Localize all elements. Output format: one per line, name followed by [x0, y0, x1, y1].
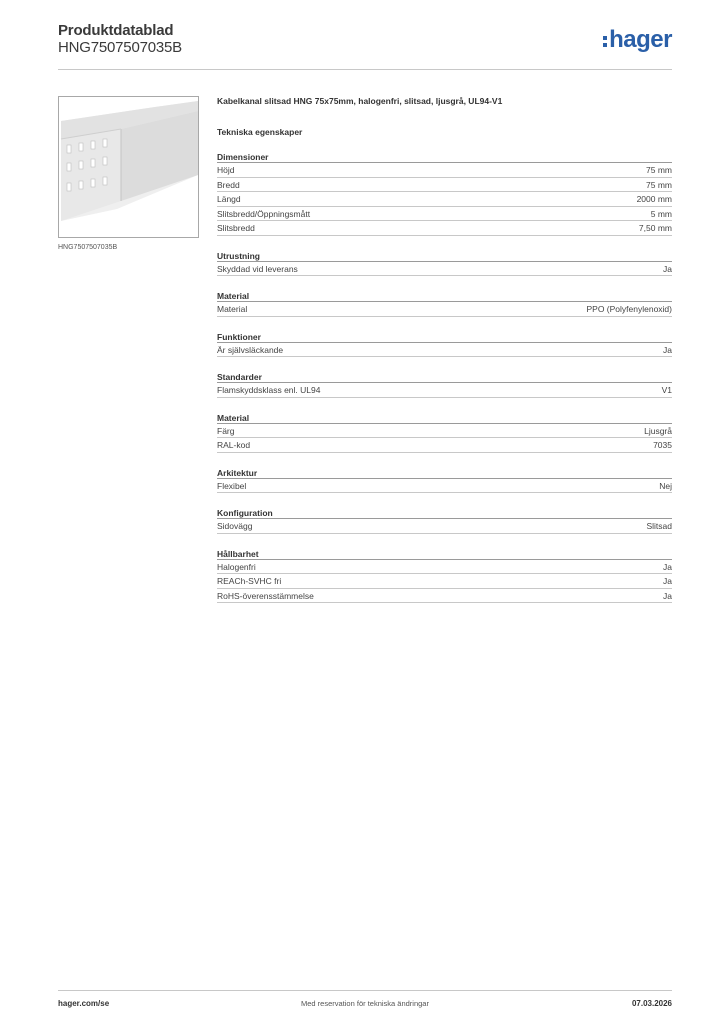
- technical-properties-heading: Tekniska egenskaper: [217, 127, 303, 137]
- property-section: [217, 412, 672, 453]
- property-value: Ja: [663, 561, 672, 572]
- property-value: Slitsad: [646, 521, 672, 531]
- section-title: Utrustning: [217, 250, 672, 262]
- property-section: [217, 371, 672, 398]
- property-section: [217, 250, 672, 277]
- property-value: Ljusgrå: [644, 425, 672, 436]
- property-label: Halogenfri: [217, 561, 256, 572]
- property-label: Slitsbredd/Öppningsmått: [217, 208, 311, 219]
- page-footer: [58, 990, 672, 1010]
- property-section: [217, 467, 672, 494]
- product-code: HNG7507507035B: [58, 39, 182, 56]
- property-value: PPO (Polyfenylenoxid): [586, 304, 672, 314]
- property-value: V1: [661, 385, 672, 395]
- property-value: 7035: [653, 440, 672, 450]
- property-label: Längd: [217, 194, 241, 204]
- property-value: 5 mm: [650, 208, 672, 219]
- property-label: Sidovägg: [217, 521, 253, 531]
- property-value: 7,50 mm: [638, 223, 672, 233]
- property-section: [217, 290, 672, 317]
- property-row: [217, 178, 672, 193]
- property-label: Flamskyddsklass enl. UL94: [217, 385, 321, 395]
- property-value: Ja: [663, 263, 672, 274]
- product-image: [58, 96, 199, 238]
- property-row: [217, 438, 672, 453]
- document-title: Produktdatablad: [58, 22, 174, 39]
- property-row: [217, 192, 672, 207]
- property-value: Nej: [659, 480, 672, 491]
- property-section: [217, 331, 672, 358]
- footer-date: 07.03.2026: [631, 999, 672, 1008]
- property-value: 75 mm: [646, 165, 672, 175]
- property-label: Material: [217, 304, 248, 314]
- image-caption: HNG7507507035B: [58, 244, 118, 251]
- property-section: [217, 548, 672, 604]
- property-row: [217, 479, 672, 494]
- cable-duct-illustration: [59, 97, 198, 237]
- page-header: [58, 22, 672, 70]
- product-description: Kabelkanal slitsad HNG 75x75mm, halogenfri, slitsad, ljusgrå, UL94-V1: [217, 96, 503, 106]
- logo-text: hager: [609, 26, 672, 53]
- property-row: [217, 424, 672, 439]
- property-value: Ja: [663, 590, 672, 601]
- property-value: Ja: [663, 344, 672, 355]
- property-row: [217, 574, 672, 589]
- property-label: RAL-kod: [217, 440, 251, 450]
- property-label: Höjd: [217, 165, 235, 175]
- property-row: [217, 163, 672, 178]
- property-label: Skyddad vid leverans: [217, 263, 298, 274]
- footer-note: Med reservation för tekniska ändringar: [301, 999, 429, 1008]
- property-label: Är självsläckande: [217, 344, 284, 355]
- footer-url: hager.com/se: [58, 999, 110, 1008]
- section-title: Konfiguration: [217, 507, 672, 519]
- property-label: Färg: [217, 425, 235, 436]
- property-label: Slitsbredd: [217, 223, 255, 233]
- property-section: [217, 507, 672, 534]
- property-label: RoHS-överensstämmelse: [217, 590, 314, 601]
- property-value: 75 mm: [646, 179, 672, 190]
- property-sections: [217, 151, 672, 603]
- section-title: Hållbarhet: [217, 548, 672, 560]
- property-section: [217, 151, 672, 236]
- property-row: [217, 221, 672, 236]
- property-row: [217, 560, 672, 575]
- hager-logo: [603, 28, 672, 52]
- section-title: Arkitektur: [217, 467, 672, 479]
- section-title: Dimensioner: [217, 151, 672, 163]
- property-row: [217, 589, 672, 604]
- property-value: 2000 mm: [636, 194, 672, 204]
- logo-dots-icon: [603, 36, 607, 47]
- property-row: [217, 207, 672, 222]
- property-value: Ja: [663, 576, 672, 586]
- property-label: REACh-SVHC fri: [217, 576, 282, 586]
- section-title: Funktioner: [217, 331, 672, 343]
- section-title: Material: [217, 290, 672, 302]
- property-row: [217, 302, 672, 317]
- section-title: Material: [217, 412, 672, 424]
- property-label: Bredd: [217, 179, 240, 190]
- product-details: [217, 95, 672, 603]
- property-row: [217, 519, 672, 534]
- property-row: [217, 343, 672, 358]
- section-title: Standarder: [217, 371, 672, 383]
- property-row: [217, 383, 672, 398]
- property-row: [217, 262, 672, 277]
- property-label: Flexibel: [217, 480, 247, 491]
